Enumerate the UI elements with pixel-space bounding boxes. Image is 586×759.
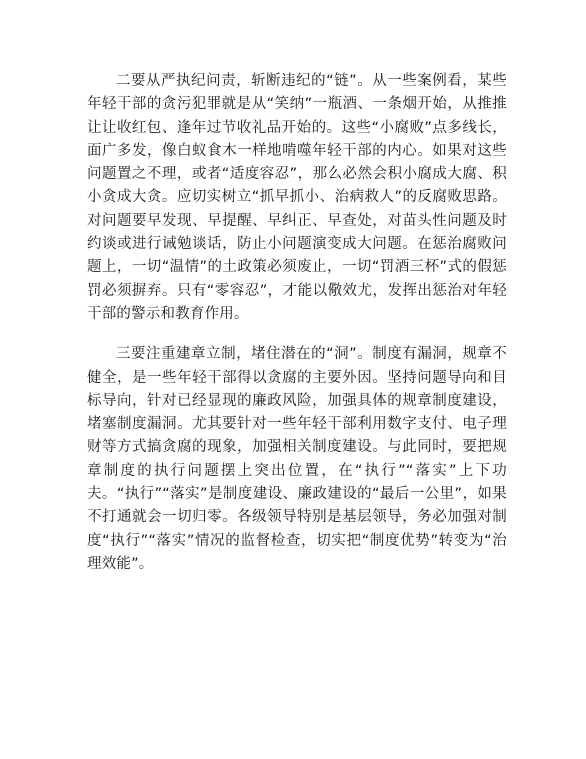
- paragraph-2: 二要从严执纪问责，斩断违纪的“链”。从一些案例看，某些年轻干部的贪污犯罪就是从“笑纳”一瓶酒、一条烟开始，从推推让让收红包、逢年过节收礼品开始的。这些“小腐败”点多线长，面广多发，像白蚁食木一样地啃噬年轻干部的内心。如果对这些问题置之不理，或者“适度容忍”，那么必然会积小腐成大腐、积小贪成大贪。应切实树立“抓早抓小、治病救人”的反腐败思路。对问题要早发现、早提醒、早纠正、早查处，对苗头性问题及时约谈或进行诫勉谈话，防止小问题演变成大问题。在惩治腐败问题上，一切“温情”的土政策必须废止，一切“罚酒三杯”式的假惩罚必须摒弃。只有“零容忍”，才能以儆效尤，发挥出惩治对年轻干部的警示和教育作用。: [87, 73, 507, 322]
- paragraph-3: 三要注重建章立制，堵住潜在的“洞”。制度有漏洞，规章不健全，是一些年轻干部得以贪腐的主要外因。坚持问题导向和目标导向，针对已经显现的廉政风险，加强具体的规章制度建设，堵塞制度漏洞。尤其要针对一些年轻干部利用数字支付、电子理财等方式搞贪腐的现象，加强相关制度建设。与此同时，要把规章制度的执行问题摆上突出位置，在“执行”“落实”上下功夫。“执行”“落实”是制度建设、廉政建设的“最后一公里”，如果不打通就会一切归零。各级领导特别是基层领导，务必加强对制度“执行”“落实”情况的监督检查，切实把“制度优势”转变为“治理效能”。: [87, 346, 507, 572]
- document-body: [87, 70, 507, 576]
